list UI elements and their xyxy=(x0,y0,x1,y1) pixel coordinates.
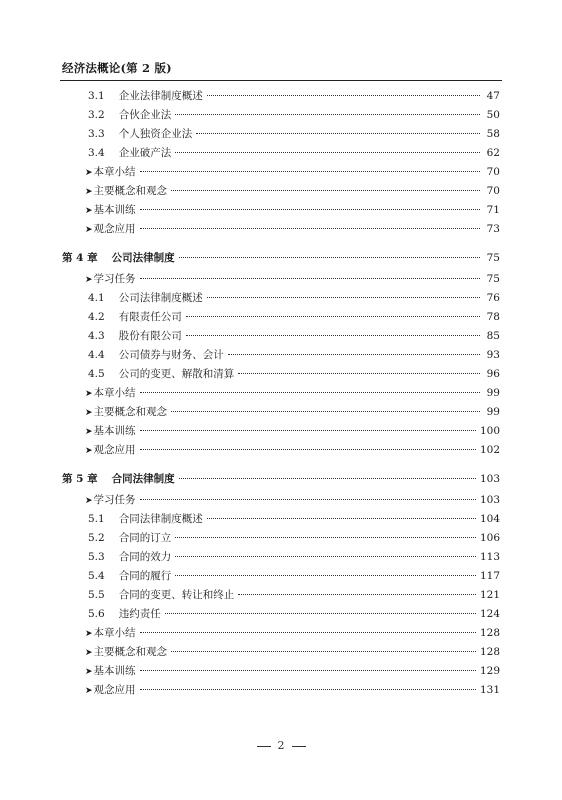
toc-section-row[interactable] xyxy=(62,107,500,126)
arrowhead-bullet-icon: ➤ xyxy=(85,446,93,456)
dot-leader xyxy=(140,689,476,690)
toc-item-row[interactable] xyxy=(62,644,500,663)
toc-page-number: 128 xyxy=(479,646,500,658)
toc-entry-label: 观念应用 xyxy=(93,684,136,696)
section-number: 3.4 xyxy=(88,147,105,159)
arrowhead-bullet-icon: ➤ xyxy=(85,496,93,506)
dot-leader xyxy=(140,430,476,431)
dot-leader xyxy=(207,518,476,519)
dot-leader xyxy=(140,449,476,450)
toc-chapter-row[interactable] xyxy=(62,250,500,271)
dot-leader xyxy=(171,190,480,191)
section-number: 4.4 xyxy=(88,349,105,361)
section-number: 3.1 xyxy=(88,90,105,102)
dot-leader xyxy=(186,316,480,317)
chapter-number: 第 5 章 xyxy=(62,473,98,485)
toc-page-number: 117 xyxy=(479,570,500,582)
footer-dash-left xyxy=(257,746,271,747)
dot-leader xyxy=(207,297,480,298)
dot-leader xyxy=(175,537,476,538)
toc-page-number: 113 xyxy=(479,551,500,563)
toc-entry-label: 公司的变更、解散和清算 xyxy=(118,368,235,380)
section-number: 3.2 xyxy=(88,109,105,121)
toc-entry-label: 个人独资企业法 xyxy=(118,128,193,140)
toc-entry-label: 合同的履行 xyxy=(118,570,172,582)
toc-entry-label: 观念应用 xyxy=(93,444,136,456)
chapter-spacer xyxy=(62,461,500,471)
arrowhead-bullet-icon: ➤ xyxy=(85,225,93,235)
dot-leader xyxy=(238,373,480,374)
toc-page-number: 93 xyxy=(486,349,500,361)
toc-page-number: 103 xyxy=(479,494,500,506)
arrowhead-bullet-icon: ➤ xyxy=(85,629,93,639)
dot-leader xyxy=(140,228,480,229)
toc-page-number: 99 xyxy=(486,406,500,418)
toc-entry-label: 企业法律制度概述 xyxy=(118,90,203,102)
toc-item-row[interactable] xyxy=(62,404,500,423)
section-number: 3.3 xyxy=(88,128,105,140)
dot-leader xyxy=(175,575,476,576)
toc-entry-label: 基本训练 xyxy=(93,204,136,216)
toc-chapter-row[interactable] xyxy=(62,471,500,492)
toc-page-number: 70 xyxy=(486,185,500,197)
toc-item-row[interactable] xyxy=(62,492,500,511)
dot-leader xyxy=(140,632,476,633)
toc-entry-label: 基本训练 xyxy=(93,665,136,677)
toc-section-row[interactable] xyxy=(62,511,500,530)
toc-item-row[interactable] xyxy=(62,221,500,240)
toc-page-number: 47 xyxy=(486,90,500,102)
section-number: 4.1 xyxy=(88,292,105,304)
section-number: 5.6 xyxy=(88,608,105,620)
section-number: 5.4 xyxy=(88,570,105,582)
dot-leader xyxy=(186,335,480,336)
toc-section-row[interactable] xyxy=(62,309,500,328)
toc-entry-label: 违约责任 xyxy=(118,608,161,620)
toc-item-row[interactable] xyxy=(62,385,500,404)
toc-entry-label: 主要概念和观念 xyxy=(93,646,168,658)
arrowhead-bullet-icon: ➤ xyxy=(85,389,93,399)
toc-page-number: 78 xyxy=(486,311,500,323)
toc-entry-label: 观念应用 xyxy=(93,223,136,235)
toc-entry-label: 合同法律制度 xyxy=(111,473,175,485)
toc-page-number: 99 xyxy=(486,387,500,399)
toc-page-number: 128 xyxy=(479,627,500,639)
toc-item-row[interactable] xyxy=(62,183,500,202)
dot-leader xyxy=(165,613,476,614)
toc-entry-label: 主要概念和观念 xyxy=(93,406,168,418)
dot-leader xyxy=(140,670,476,671)
arrowhead-bullet-icon: ➤ xyxy=(85,648,93,658)
toc-page-number: 106 xyxy=(479,532,500,544)
dot-leader xyxy=(171,411,480,412)
running-header-title: 经济法概论(第 2 版) xyxy=(62,61,172,75)
toc-section-row[interactable] xyxy=(62,549,500,568)
toc-page-number: 85 xyxy=(486,330,500,342)
toc-entry-label: 有限责任公司 xyxy=(118,311,182,323)
toc-item-row[interactable] xyxy=(62,423,500,442)
toc-section-row[interactable] xyxy=(62,347,500,366)
toc-page-number: 104 xyxy=(479,513,500,525)
toc-entry-label: 合同法律制度概述 xyxy=(118,513,203,525)
toc-page-number: 62 xyxy=(486,147,500,159)
table-of-contents xyxy=(62,88,500,701)
toc-section-row[interactable] xyxy=(62,88,500,107)
dot-leader xyxy=(140,171,480,172)
arrowhead-bullet-icon: ➤ xyxy=(85,427,93,437)
toc-item-row[interactable] xyxy=(62,682,500,701)
toc-entry-label: 公司债券与财务、会计 xyxy=(118,349,224,361)
toc-page-number: 96 xyxy=(486,368,500,380)
toc-entry-label: 公司法律制度 xyxy=(111,252,175,264)
dot-leader xyxy=(179,257,480,258)
toc-page-number: 103 xyxy=(479,473,500,485)
arrowhead-bullet-icon: ➤ xyxy=(85,187,93,197)
toc-page-number: 75 xyxy=(486,273,500,285)
toc-section-row[interactable] xyxy=(62,126,500,145)
chapter-spacer xyxy=(62,240,500,250)
toc-entry-label: 学习任务 xyxy=(93,273,136,285)
footer-dash-right xyxy=(292,746,306,747)
toc-section-row[interactable] xyxy=(62,366,500,385)
arrowhead-bullet-icon: ➤ xyxy=(85,275,93,285)
toc-item-row[interactable] xyxy=(62,271,500,290)
dot-leader xyxy=(140,499,476,500)
toc-entry-label: 股份有限公司 xyxy=(118,330,182,342)
toc-section-row[interactable] xyxy=(62,145,500,164)
page-footer xyxy=(0,739,562,752)
arrowhead-bullet-icon: ➤ xyxy=(85,667,93,677)
dot-leader xyxy=(179,478,476,479)
dot-leader xyxy=(238,594,476,595)
toc-page-number: 70 xyxy=(486,166,500,178)
dot-leader xyxy=(140,209,480,210)
toc-section-row[interactable] xyxy=(62,568,500,587)
toc-page-number: 75 xyxy=(486,252,500,264)
arrowhead-bullet-icon: ➤ xyxy=(85,168,93,178)
toc-page-number: 76 xyxy=(486,292,500,304)
dot-leader xyxy=(196,133,480,134)
section-number: 5.5 xyxy=(88,589,105,601)
toc-entry-label: 企业破产法 xyxy=(118,147,172,159)
arrowhead-bullet-icon: ➤ xyxy=(85,408,93,418)
section-number: 4.3 xyxy=(88,330,105,342)
toc-page-number: 124 xyxy=(479,608,500,620)
dot-leader xyxy=(175,152,480,153)
dot-leader xyxy=(207,95,480,96)
dot-leader xyxy=(171,651,476,652)
toc-entry-label: 本章小结 xyxy=(93,387,136,399)
toc-page-number: 121 xyxy=(479,589,500,601)
toc-section-row[interactable] xyxy=(62,606,500,625)
toc-item-row[interactable] xyxy=(62,164,500,183)
toc-item-row[interactable] xyxy=(62,625,500,644)
section-number: 5.2 xyxy=(88,532,105,544)
chapter-number: 第 4 章 xyxy=(62,252,98,264)
section-number: 4.2 xyxy=(88,311,105,323)
toc-entry-label: 公司法律制度概述 xyxy=(118,292,203,304)
toc-item-row[interactable] xyxy=(62,663,500,682)
toc-page-number: 102 xyxy=(479,444,500,456)
dot-leader xyxy=(175,114,480,115)
toc-entry-label: 合同的效力 xyxy=(118,551,172,563)
toc-entry-label: 本章小结 xyxy=(93,627,136,639)
toc-entry-label: 合同的订立 xyxy=(118,532,172,544)
dot-leader xyxy=(140,392,480,393)
toc-page-number: 131 xyxy=(479,684,500,696)
toc-entry-label: 学习任务 xyxy=(93,494,136,506)
toc-section-row[interactable] xyxy=(62,587,500,606)
toc-entry-label: 合同的变更、转让和终止 xyxy=(118,589,235,601)
toc-section-row[interactable] xyxy=(62,328,500,347)
section-number: 4.5 xyxy=(88,368,105,380)
toc-entry-label: 合伙企业法 xyxy=(118,109,172,121)
toc-page-number: 73 xyxy=(486,223,500,235)
dot-leader xyxy=(140,278,480,279)
toc-page-number: 58 xyxy=(486,128,500,140)
page-number: 2 xyxy=(277,739,285,752)
arrowhead-bullet-icon: ➤ xyxy=(85,686,93,696)
toc-section-row[interactable] xyxy=(62,530,500,549)
toc-page-number: 100 xyxy=(479,425,500,437)
header-rule xyxy=(60,80,502,81)
toc-page-number: 129 xyxy=(479,665,500,677)
toc-section-row[interactable] xyxy=(62,290,500,309)
toc-page-number: 50 xyxy=(486,109,500,121)
section-number: 5.3 xyxy=(88,551,105,563)
toc-page-number: 71 xyxy=(486,204,500,216)
toc-entry-label: 本章小结 xyxy=(93,166,136,178)
toc-entry-label: 主要概念和观念 xyxy=(93,185,168,197)
toc-item-row[interactable] xyxy=(62,202,500,221)
dot-leader xyxy=(175,556,476,557)
dot-leader xyxy=(228,354,480,355)
section-number: 5.1 xyxy=(88,513,105,525)
toc-entry-label: 基本训练 xyxy=(93,425,136,437)
arrowhead-bullet-icon: ➤ xyxy=(85,206,93,216)
toc-item-row[interactable] xyxy=(62,442,500,461)
